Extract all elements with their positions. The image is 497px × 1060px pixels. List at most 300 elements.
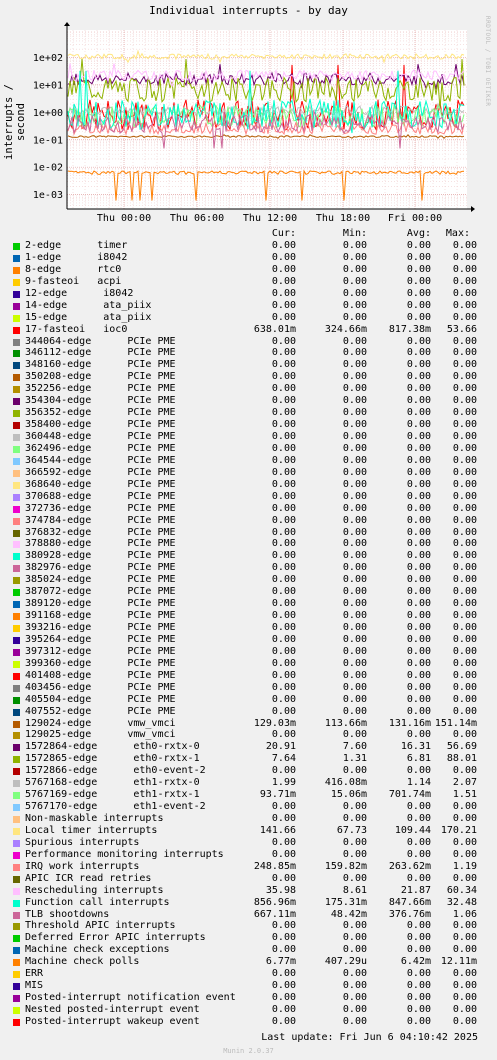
legend-row — [0, 801, 497, 813]
legend-label: 5767168-edge eth1-rxtx-0 — [25, 777, 200, 789]
legend-value-max: 12.11m — [440, 956, 477, 968]
legend-value-min: 0.00 — [342, 240, 367, 251]
legend-swatch — [13, 577, 20, 584]
legend-row — [0, 837, 497, 849]
legend-value-avg: 0.00 — [406, 622, 431, 633]
legend-value-max: 170.21 — [440, 824, 477, 836]
legend-label: 364544-edge PCIe PME — [25, 454, 176, 466]
legend-label: 401408-edge PCIe PME — [25, 669, 176, 681]
legend-row — [0, 419, 497, 431]
legend-value-max: 0.00 — [452, 275, 477, 287]
legend-label: 378880-edge PCIe PME — [25, 538, 176, 550]
legend-swatch — [13, 374, 20, 381]
legend-row — [0, 491, 497, 503]
legend-label: Local timer interrupts — [25, 824, 158, 836]
legend-value-cur: 0.00 — [271, 681, 296, 693]
legend-value-min: 159.82m — [324, 860, 367, 872]
legend-row — [0, 598, 497, 610]
legend-value-max: 1.06 — [452, 908, 477, 920]
legend-value-avg: 0.00 — [406, 633, 431, 645]
legend-value-cur: 0.00 — [271, 944, 296, 956]
legend-swatch — [13, 339, 20, 346]
legend-swatch — [13, 649, 20, 656]
legend-value-max: 0.00 — [452, 657, 477, 669]
legend-row — [0, 1016, 497, 1028]
legend-value-min: 0.00 — [342, 538, 367, 550]
legend-value-min: 0.00 — [342, 705, 367, 717]
legend-label: Machine check polls — [25, 956, 140, 968]
legend-row — [0, 479, 497, 491]
chart-title: Individual interrupts - by day — [149, 4, 348, 17]
legend-value-max: 0.00 — [452, 311, 477, 323]
legend-label: 1572864-edge eth0-rxtx-0 — [25, 741, 200, 753]
legend-value-max: 0.00 — [452, 645, 477, 657]
legend-value-avg: 0.00 — [406, 454, 431, 466]
legend-value-avg: 0.00 — [406, 383, 431, 395]
legend-row — [0, 324, 497, 336]
legend-value-min: 0.00 — [342, 275, 367, 287]
legend-row — [0, 455, 497, 467]
legend-value-max: 0.00 — [452, 490, 477, 502]
legend-swatch — [13, 422, 20, 429]
legend-value-min: 0.00 — [342, 383, 367, 395]
legend-value-min: 0.00 — [342, 299, 367, 311]
legend-value-max: 0.00 — [452, 251, 477, 263]
legend-value-max: 0.00 — [452, 550, 477, 562]
legend-row — [0, 670, 497, 682]
legend-value-max: 151.14m — [434, 717, 477, 729]
legend-swatch — [13, 792, 20, 799]
legend-value-cur: 0.00 — [271, 801, 296, 813]
legend-value-cur: 0.00 — [271, 359, 296, 371]
legend-value-cur: 35.98 — [265, 884, 296, 896]
legend-row — [0, 932, 497, 944]
legend-label: 399360-edge PCIe PME — [25, 657, 176, 669]
legend-value-min: 0.00 — [342, 1004, 367, 1015]
legend-value-cur: 0.00 — [271, 992, 296, 1004]
legend-value-min: 0.00 — [342, 514, 367, 526]
legend-label: 1572865-edge eth0-rxtx-1 — [25, 753, 200, 765]
legend-swatch — [13, 888, 20, 895]
legend-row — [0, 873, 497, 885]
legend-value-cur: 667.11m — [253, 908, 296, 920]
legend-value-min: 0.00 — [342, 968, 367, 980]
legend-value-cur: 0.00 — [271, 729, 296, 741]
legend-row — [0, 646, 497, 658]
legend-swatch — [13, 279, 20, 286]
legend-label: Posted-interrupt notification event — [25, 992, 236, 1004]
legend-value-cur: 0.00 — [271, 968, 296, 980]
legend-row — [0, 503, 497, 515]
legend-value-max: 0.00 — [452, 287, 477, 299]
legend-row — [0, 407, 497, 419]
legend-row — [0, 753, 497, 765]
legend-value-max: 0.00 — [452, 801, 477, 813]
legend-value-max: 0.00 — [452, 1015, 477, 1027]
legend-value-min: 175.31m — [324, 896, 367, 908]
legend-value-avg: 6.81 — [406, 753, 431, 765]
legend-value-avg: 0.00 — [406, 431, 431, 442]
last-update: Last update: Fri Jun 6 04:10:42 2025 — [261, 1032, 478, 1043]
legend-value-cur: 0.00 — [271, 980, 296, 992]
legend-row — [0, 336, 497, 348]
legend-value-avg: 0.00 — [406, 980, 431, 992]
legend-swatch — [13, 362, 20, 369]
legend-value-max: 0.00 — [452, 586, 477, 598]
legend-value-max: 0.00 — [452, 848, 477, 860]
legend-label: Function call interrupts — [25, 896, 170, 908]
x-axis-arrow — [471, 206, 475, 212]
legend-row — [0, 897, 497, 909]
legend-label: 5767169-edge eth1-rxtx-1 — [25, 789, 200, 801]
legend-value-min: 0.00 — [342, 848, 367, 860]
legend-swatch — [13, 434, 20, 441]
legend-value-avg: 0.00 — [406, 1004, 431, 1015]
legend-value-max: 0.00 — [452, 598, 477, 610]
legend-swatch — [13, 816, 20, 823]
legend-value-max: 0.00 — [452, 240, 477, 251]
legend-value-min: 0.00 — [342, 729, 367, 741]
legend-value-min: 0.00 — [342, 550, 367, 562]
legend-value-avg: 109.44 — [394, 824, 431, 836]
legend-label: 393216-edge PCIe PME — [25, 622, 176, 633]
legend-value-cur: 248.85m — [253, 860, 296, 872]
legend-value-cur: 20.91 — [265, 741, 296, 753]
legend-swatch — [13, 900, 20, 907]
legend-value-avg: 0.00 — [406, 335, 431, 347]
legend-swatch — [13, 923, 20, 930]
legend-row — [0, 467, 497, 479]
legend-swatch — [13, 840, 20, 847]
legend-value-cur: 0.00 — [271, 419, 296, 431]
legend-swatch — [13, 506, 20, 513]
legend-value-max: 0.00 — [452, 633, 477, 645]
legend-value-min: 0.00 — [342, 586, 367, 598]
legend-swatch — [13, 983, 20, 990]
legend-value-min: 0.00 — [342, 502, 367, 514]
legend-label: 352256-edge PCIe PME — [25, 383, 176, 395]
legend-value-min: 0.00 — [342, 454, 367, 466]
legend-value-max: 0.00 — [452, 371, 477, 383]
legend-value-cur: 0.00 — [271, 836, 296, 848]
legend-row — [0, 562, 497, 574]
legend-value-cur: 0.00 — [271, 598, 296, 610]
legend-value-cur: 0.00 — [271, 657, 296, 669]
legend-value-cur: 0.00 — [271, 932, 296, 944]
legend-swatch — [13, 327, 20, 334]
legend-value-max: 0.00 — [452, 526, 477, 538]
legend-value-min: 0.00 — [342, 359, 367, 371]
legend-value-avg: 0.00 — [406, 932, 431, 944]
legend-label: 360448-edge PCIe PME — [25, 431, 176, 442]
legend-value-cur: 0.00 — [271, 693, 296, 705]
legend-value-cur: 129.03m — [253, 717, 296, 729]
legend-row — [0, 956, 497, 968]
y-axis-label: interrupts / second — [3, 84, 27, 160]
legend-value-cur: 0.00 — [271, 920, 296, 932]
legend-label: APIC ICR read retries — [25, 872, 152, 884]
x-tick-label: Thu 00:00 — [96, 213, 152, 224]
legend-value-avg: 0.00 — [406, 526, 431, 538]
legend-value-avg: 817.38m — [388, 323, 431, 335]
legend-value-min: 324.66m — [324, 323, 367, 335]
legend-value-avg: 701.74m — [388, 789, 431, 801]
legend-label: Threshold APIC interrupts — [25, 920, 176, 932]
legend-row — [0, 443, 497, 455]
col-header-max: Max: — [445, 228, 470, 239]
legend-label: 389120-edge PCIe PME — [25, 598, 176, 610]
x-tick-label: Thu 18:00 — [315, 213, 371, 224]
legend-value-min: 0.00 — [342, 419, 367, 431]
legend-value-cur: 0.00 — [271, 574, 296, 586]
legend-swatch — [13, 255, 20, 262]
legend-value-max: 0.00 — [452, 669, 477, 681]
legend-label: 372736-edge PCIe PME — [25, 502, 176, 514]
legend-label: 368640-edge PCIe PME — [25, 478, 176, 490]
legend-value-min: 0.00 — [342, 478, 367, 490]
legend-swatch — [13, 756, 20, 763]
legend-label: Posted-interrupt wakeup event — [25, 1015, 200, 1027]
legend-label: 14-edge ata_piix — [25, 299, 152, 311]
legend-label: 391168-edge PCIe PME — [25, 610, 176, 622]
legend-label: 405504-edge PCIe PME — [25, 693, 176, 705]
legend-value-max: 32.48 — [446, 896, 477, 908]
legend-value-cur: 638.01m — [253, 323, 296, 335]
legend-value-cur: 0.00 — [271, 1004, 296, 1015]
legend-row — [0, 706, 497, 718]
legend-row — [0, 359, 497, 371]
legend-label: Spurious interrupts — [25, 836, 140, 848]
legend-value-min: 113.66m — [324, 717, 367, 729]
legend-value-cur: 0.00 — [271, 407, 296, 419]
legend-value-min: 0.00 — [342, 598, 367, 610]
legend-swatch — [13, 864, 20, 871]
legend-value-min: 0.00 — [342, 1015, 367, 1027]
legend-row — [0, 538, 497, 550]
legend-row — [0, 515, 497, 527]
legend-value-cur: 0.00 — [271, 813, 296, 824]
legend-swatch — [13, 482, 20, 489]
legend-value-min: 8.61 — [342, 884, 367, 896]
legend-swatch — [13, 458, 20, 465]
x-tick-label: Thu 06:00 — [169, 213, 225, 224]
legend-value-avg: 0.00 — [406, 968, 431, 980]
legend-swatch — [13, 565, 20, 572]
legend-value-cur: 0.00 — [271, 240, 296, 251]
legend-value-avg: 6.42m — [400, 956, 431, 968]
legend-row — [0, 729, 497, 741]
legend-value-max: 0.00 — [452, 419, 477, 431]
legend-value-max: 0.00 — [452, 395, 477, 407]
legend-swatch — [13, 721, 20, 728]
legend-row — [0, 610, 497, 622]
legend-value-min: 0.00 — [342, 251, 367, 263]
legend-value-min: 7.60 — [342, 741, 367, 753]
legend-value-min: 0.00 — [342, 992, 367, 1004]
legend-value-cur: 0.00 — [271, 431, 296, 442]
legend-value-min: 0.00 — [342, 395, 367, 407]
legend-value-cur: 0.00 — [271, 466, 296, 478]
legend-value-cur: 0.00 — [271, 669, 296, 681]
legend-value-cur: 0.00 — [271, 562, 296, 574]
legend-value-cur: 0.00 — [271, 347, 296, 359]
legend-value-avg: 0.00 — [406, 729, 431, 741]
legend-value-avg: 0.00 — [406, 287, 431, 299]
legend-value-min: 0.00 — [342, 442, 367, 454]
legend-value-avg: 0.00 — [406, 765, 431, 777]
legend-value-avg: 0.00 — [406, 657, 431, 669]
legend-value-max: 0.00 — [452, 992, 477, 1004]
legend-value-max: 1.51 — [452, 789, 477, 801]
plot-area — [0, 0, 497, 228]
legend-value-min: 0.00 — [342, 371, 367, 383]
legend-value-avg: 0.00 — [406, 681, 431, 693]
legend-value-max: 0.00 — [452, 765, 477, 777]
legend-label: 395264-edge PCIe PME — [25, 633, 176, 645]
legend-value-avg: 0.00 — [406, 669, 431, 681]
legend-row — [0, 694, 497, 706]
legend-row — [0, 527, 497, 539]
legend-swatch — [13, 303, 20, 310]
legend-swatch — [13, 744, 20, 751]
x-tick-label: Thu 12:00 — [242, 213, 298, 224]
legend-row — [0, 347, 497, 359]
legend-value-min: 0.00 — [342, 335, 367, 347]
legend-value-max: 0.00 — [452, 431, 477, 442]
legend-value-cur: 7.64 — [271, 753, 296, 765]
legend-value-cur: 0.00 — [271, 335, 296, 347]
legend-row — [0, 574, 497, 586]
legend-row — [0, 741, 497, 753]
legend-swatch — [13, 959, 20, 966]
legend-row — [0, 885, 497, 897]
legend-swatch — [13, 398, 20, 405]
legend-value-min: 0.00 — [342, 920, 367, 932]
legend-row — [0, 622, 497, 634]
legend-swatch — [13, 553, 20, 560]
legend-label: 354304-edge PCIe PME — [25, 395, 176, 407]
legend-row — [0, 682, 497, 694]
legend-row — [0, 634, 497, 646]
legend-value-max: 56.69 — [446, 741, 477, 753]
legend-swatch — [13, 935, 20, 942]
legend-value-avg: 0.00 — [406, 407, 431, 419]
legend-value-avg: 0.00 — [406, 502, 431, 514]
legend-value-max: 0.00 — [452, 1004, 477, 1015]
legend-value-cur: 856.96m — [253, 896, 296, 908]
legend-swatch — [13, 494, 20, 501]
legend-value-min: 48.42m — [330, 908, 367, 920]
legend-label: 129024-edge vmw_vmci — [25, 717, 176, 729]
legend-value-avg: 0.00 — [406, 801, 431, 813]
legend-row — [0, 920, 497, 932]
legend-row — [0, 944, 497, 956]
legend-value-avg: 0.00 — [406, 705, 431, 717]
legend-value-min: 0.00 — [342, 872, 367, 884]
legend-value-avg: 0.00 — [406, 1015, 431, 1027]
legend-row — [0, 276, 497, 288]
legend-swatch — [13, 243, 20, 250]
legend-swatch — [13, 637, 20, 644]
legend-value-cur: 0.00 — [271, 586, 296, 598]
col-header-avg: Avg: — [406, 228, 431, 239]
legend-value-avg: 0.00 — [406, 992, 431, 1004]
legend-value-min: 0.00 — [342, 813, 367, 824]
legend-row — [0, 240, 497, 252]
legend-label: 1572866-edge eth0-event-2 — [25, 765, 206, 777]
legend-value-avg: 0.00 — [406, 872, 431, 884]
legend-label: 15-edge ata_piix — [25, 311, 152, 323]
legend-value-max: 0.00 — [452, 335, 477, 347]
legend-value-max: 0.00 — [452, 705, 477, 717]
legend-value-max: 0.00 — [452, 574, 477, 586]
legend-label: 380928-edge PCIe PME — [25, 550, 176, 562]
legend-label: 356352-edge PCIe PME — [25, 407, 176, 419]
legend-value-min: 0.00 — [342, 287, 367, 299]
legend-value-min: 0.00 — [342, 263, 367, 275]
legend-swatch — [13, 661, 20, 668]
legend-value-min: 0.00 — [342, 633, 367, 645]
legend-value-avg: 0.00 — [406, 442, 431, 454]
legend-label: 346112-edge PCIe PME — [25, 347, 176, 359]
legend-value-max: 0.00 — [452, 968, 477, 980]
legend-label: 17-fasteoi ioc0 — [25, 323, 128, 335]
legend-value-min: 0.00 — [342, 681, 367, 693]
legend-label: 358400-edge PCIe PME — [25, 419, 176, 431]
legend-value-avg: 0.00 — [406, 275, 431, 287]
legend-value-cur: 0.00 — [271, 633, 296, 645]
legend-value-max: 0.00 — [452, 383, 477, 395]
legend-swatch — [13, 291, 20, 298]
legend-value-cur: 0.00 — [271, 622, 296, 633]
legend-value-avg: 0.00 — [406, 395, 431, 407]
legend-label: 397312-edge PCIe PME — [25, 645, 176, 657]
legend-swatch — [13, 518, 20, 525]
legend-value-max: 0.00 — [452, 932, 477, 944]
legend-swatch — [13, 267, 20, 274]
legend-label: 385024-edge PCIe PME — [25, 574, 176, 586]
legend-row — [0, 992, 497, 1004]
legend-value-cur: 0.00 — [271, 287, 296, 299]
legend-swatch — [13, 350, 20, 357]
legend-value-min: 0.00 — [342, 574, 367, 586]
legend-value-max: 0.00 — [452, 944, 477, 956]
legend-value-cur: 0.00 — [271, 478, 296, 490]
legend-value-avg: 0.00 — [406, 920, 431, 932]
legend-swatch — [13, 386, 20, 393]
legend-label: 374784-edge PCIe PME — [25, 514, 176, 526]
legend-value-avg: 0.00 — [406, 610, 431, 622]
legend-value-min: 416.08m — [324, 777, 367, 789]
legend-header — [0, 228, 497, 240]
legend-value-avg: 0.00 — [406, 251, 431, 263]
legend-row — [0, 288, 497, 300]
legend-value-avg: 0.00 — [406, 419, 431, 431]
legend-value-max: 53.66 — [446, 323, 477, 335]
legend-value-avg: 0.00 — [406, 466, 431, 478]
legend-label: 12-edge i8042 — [25, 287, 134, 299]
legend-value-cur: 0.00 — [271, 383, 296, 395]
legend-value-min: 1.31 — [342, 753, 367, 765]
legend-value-max: 0.00 — [452, 454, 477, 466]
legend-label: 2-edge timer — [25, 240, 128, 251]
legend-label: Deferred Error APIC interrupts — [25, 932, 206, 944]
legend-value-avg: 0.00 — [406, 240, 431, 251]
legend-swatch — [13, 685, 20, 692]
y-tick-label: 1e-01 — [32, 135, 63, 147]
legend-label: Rescheduling interrupts — [25, 884, 164, 896]
legend-label: 382976-edge PCIe PME — [25, 562, 176, 574]
